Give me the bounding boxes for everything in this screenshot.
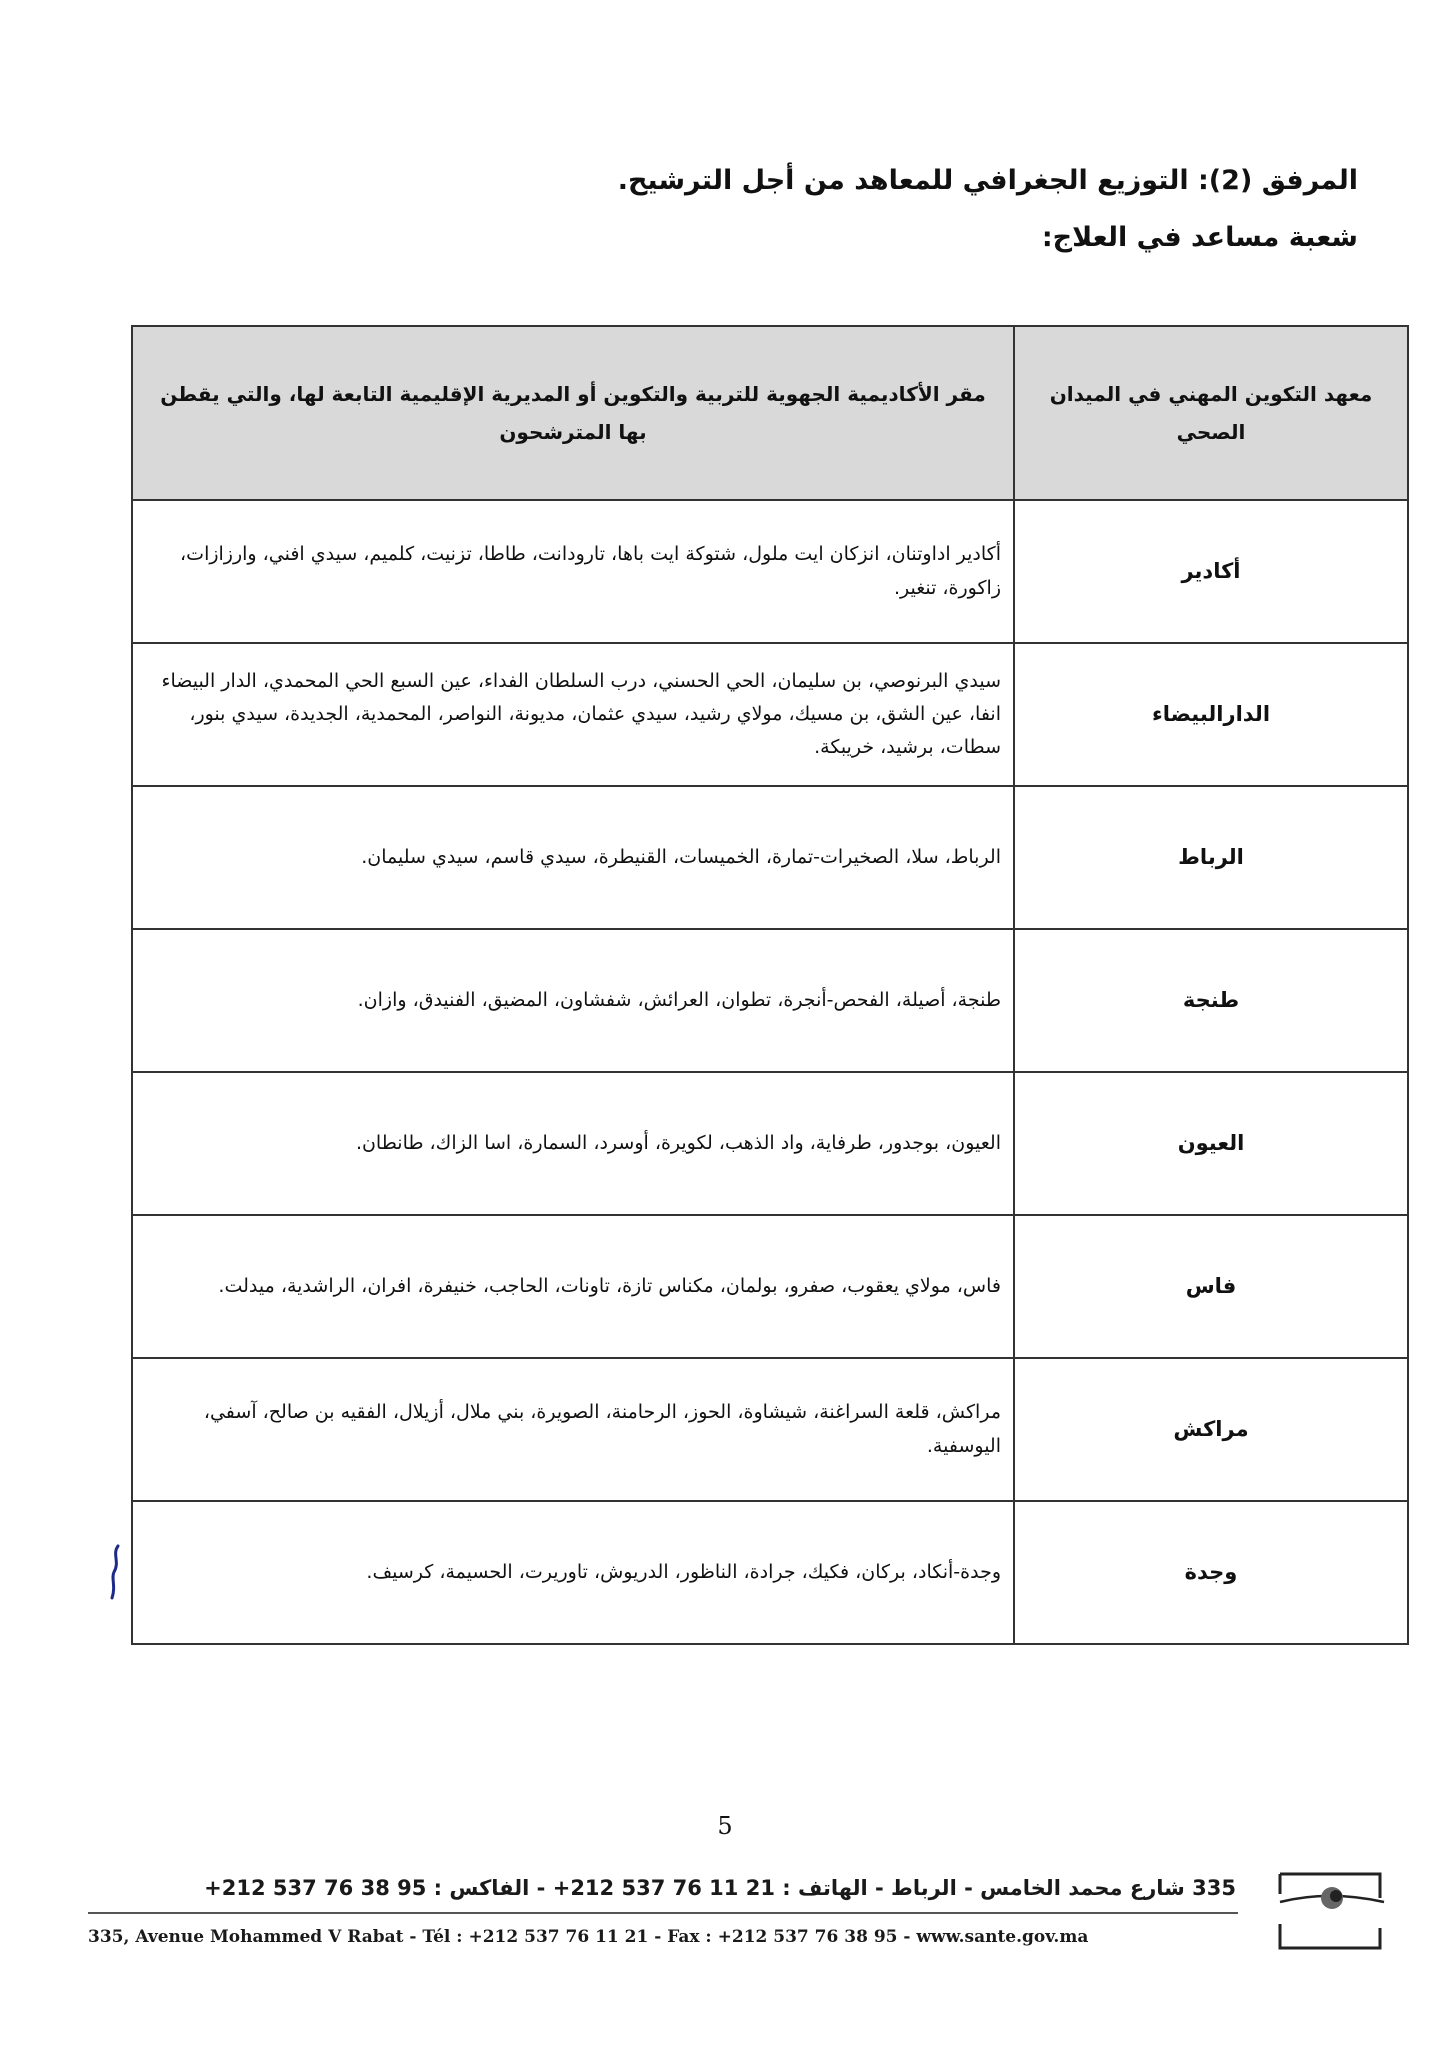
page-number: 5 [717,1812,733,1840]
footer-address-arabic: 335 شارع محمد الخامس - الرباط - الهاتف : 21 11 76 537 212+ - الفاكس : 95 38 76 537 212+ [204,1876,1236,1900]
row-areas: طنجة، أصيلة، الفحص-أنجرة، تطوان، العرائش، شفشاون، المضيق، الفنيدق، وازان. [132,929,1014,1072]
row-city: العيون [1014,1072,1408,1215]
row-city: طنجة [1014,929,1408,1072]
initial-mark-icon [108,1544,122,1600]
footer-divider [88,1912,1238,1914]
table-row [132,1072,1408,1215]
ministry-logo-icon [1272,1868,1388,1954]
table-row [132,1501,1408,1644]
row-areas: العيون، بوجدور، طرفاية، واد الذهب، لكويرة، أوسرد، السمارة، اسا الزاك، طانطان. [132,1072,1014,1215]
table-row [132,643,1408,786]
annex-title: المرفق (2): التوزيع الجغرافي للمعاهد من أجل الترشيح. [617,165,1358,196]
row-city: الدارالبيضاء [1014,643,1408,786]
row-areas: مراكش، قلعة السراغنة، شيشاوة، الحوز، الرحامنة، الصويرة، بني ملال، أزيلال، الفقيه بن صالح، آسفي، اليوسفية. [132,1358,1014,1501]
table-row [132,500,1408,643]
table-header-row [132,326,1408,500]
row-city: أكادير [1014,500,1408,643]
row-areas: سيدي البرنوصي، بن سليمان، الحي الحسني، درب السلطان الفداء، عين السبع الحي المحمدي، الدار البيضاء انفا، عين الشق، بن مسيك، مولاي رشيد، سيدي عثمان، مديونة، النواصر، المحمدية، الجديدة، سيدي بنور، سطات، برشيد، خريبكة. [132,643,1014,786]
table-row [132,1358,1408,1501]
row-city: مراكش [1014,1358,1408,1501]
row-areas: فاس، مولاي يعقوب، صفرو، بولمان، مكناس تازة، تاونات، الحاجب، خنيفرة، افران، الراشدية، ميدلت. [132,1215,1014,1358]
row-city: وجدة [1014,1501,1408,1644]
program-title: شعبة مساعد في العلاج: [1041,222,1358,253]
table-row [132,929,1408,1072]
row-areas: أكادير اداوتنان، انزكان ايت ملول، شتوكة ايت باها، تارودانت، طاطا، تزنيت، كلميم، سيدي افني، وارزازات، زاكورة، تنغير. [132,500,1014,643]
footer-address-french: 335, Avenue Mohammed V Rabat - Tél : +212 537 76 11 21 - Fax : +212 537 76 38 95 - www.sante.gov.ma [88,1927,1089,1947]
row-areas: وجدة-أنكاد، بركان، فكيك، جرادة، الناظور، الدريوش، تاوريرت، الحسيمة، كرسيف. [132,1501,1014,1644]
header-directorate: مقر الأكاديمية الجهوية للتربية والتكوين أو المديرية الإقليمية التابعة لها، والتي يقطن بها المترشحون [132,326,1014,500]
header-institute: معهد التكوين المهني في الميدان الصحي [1014,326,1408,500]
row-areas: الرباط، سلا، الصخيرات-تمارة، الخميسات، القنيطرة، سيدي قاسم، سيدي سليمان. [132,786,1014,929]
table-row [132,786,1408,929]
table-row [132,1215,1408,1358]
row-city: الرباط [1014,786,1408,929]
row-city: فاس [1014,1215,1408,1358]
distribution-table [131,325,1409,1645]
